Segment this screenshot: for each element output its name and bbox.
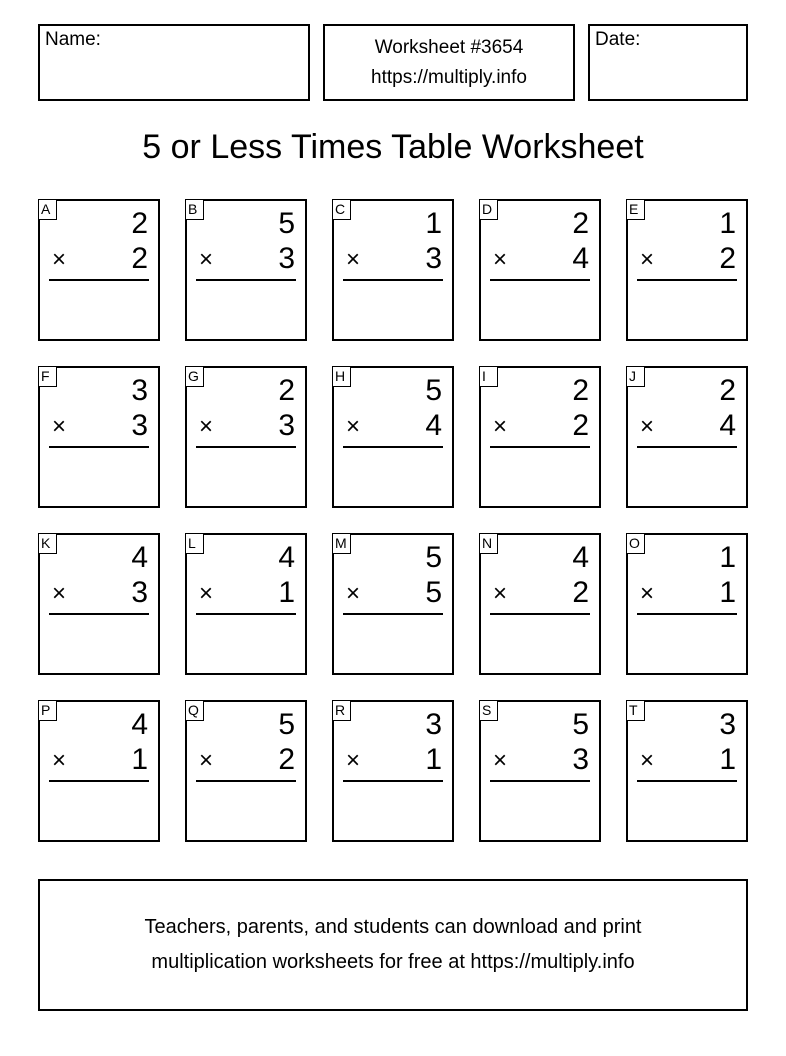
- problem-letter: T: [626, 700, 645, 721]
- multiplier: 3: [131, 576, 148, 609]
- problem-letter: N: [479, 533, 498, 554]
- multiplier: 4: [572, 242, 589, 275]
- answer-line: [49, 446, 149, 448]
- problem-letter: I: [479, 366, 498, 387]
- multiplicand: 4: [278, 541, 295, 574]
- answer-line: [637, 446, 737, 448]
- multiplier: 2: [131, 242, 148, 275]
- answer-line: [637, 279, 737, 281]
- problem-card: [185, 199, 307, 341]
- multiplier: 2: [572, 576, 589, 609]
- multiply-sign: ×: [493, 747, 508, 774]
- multiply-sign: ×: [346, 580, 361, 607]
- date-field-box: [588, 24, 748, 101]
- multiply-sign: ×: [493, 413, 508, 440]
- multiplier: 3: [278, 242, 295, 275]
- multiply-sign: ×: [52, 246, 67, 273]
- answer-line: [49, 780, 149, 782]
- multiply-sign: ×: [640, 413, 655, 440]
- answer-line: [637, 613, 737, 615]
- multiplicand: 5: [572, 708, 589, 741]
- problem-letter: B: [185, 199, 204, 220]
- multiplicand: 1: [425, 207, 442, 240]
- multiplier: 1: [425, 743, 442, 776]
- multiplicand: 1: [719, 541, 736, 574]
- multiply-sign: ×: [199, 246, 214, 273]
- multiply-sign: ×: [346, 246, 361, 273]
- problem-card: [38, 533, 160, 675]
- answer-line: [49, 279, 149, 281]
- multiplier: 2: [278, 743, 295, 776]
- problem-card: [185, 700, 307, 842]
- multiplicand: 3: [131, 374, 148, 407]
- problem-card: [332, 533, 454, 675]
- multiplicand: 3: [719, 708, 736, 741]
- problem-letter: J: [626, 366, 645, 387]
- multiplier: 2: [572, 409, 589, 442]
- multiply-sign: ×: [199, 747, 214, 774]
- multiplier: 4: [719, 409, 736, 442]
- problem-card: [626, 199, 748, 341]
- problem-letter: S: [479, 700, 498, 721]
- problem-card: [332, 700, 454, 842]
- multiplier: 1: [719, 743, 736, 776]
- problem-letter: D: [479, 199, 498, 220]
- multiply-sign: ×: [640, 580, 655, 607]
- problem-letter: Q: [185, 700, 204, 721]
- multiplicand: 5: [425, 374, 442, 407]
- footer-line-2: multiplication worksheets for free at https://multiply.info: [151, 951, 635, 973]
- problem-card: [626, 533, 748, 675]
- problem-card: [38, 366, 160, 508]
- problem-card: [38, 700, 160, 842]
- multiplicand: 5: [278, 207, 295, 240]
- multiply-sign: ×: [52, 747, 67, 774]
- multiply-sign: ×: [493, 246, 508, 273]
- problem-card: [479, 533, 601, 675]
- multiplicand: 5: [425, 541, 442, 574]
- answer-line: [49, 613, 149, 615]
- date-label: Date:: [595, 29, 641, 50]
- problem-letter: K: [38, 533, 57, 554]
- problem-letter: L: [185, 533, 204, 554]
- answer-line: [343, 446, 443, 448]
- answer-line: [196, 446, 296, 448]
- worksheet-id: Worksheet #3654: [374, 36, 524, 58]
- multiplier: 4: [425, 409, 442, 442]
- footer-line-1: Teachers, parents, and students can download and print: [144, 916, 642, 938]
- worksheet-info-box: [323, 24, 575, 101]
- name-label: Name:: [45, 29, 101, 50]
- answer-line: [343, 279, 443, 281]
- answer-line: [343, 780, 443, 782]
- worksheet-url: https://multiply.info: [371, 66, 527, 88]
- answer-line: [490, 780, 590, 782]
- multiplicand: 2: [278, 374, 295, 407]
- multiplier: 3: [131, 409, 148, 442]
- problem-card: [332, 366, 454, 508]
- multiplier: 3: [425, 242, 442, 275]
- multiplicand: 4: [572, 541, 589, 574]
- answer-line: [196, 279, 296, 281]
- answer-line: [196, 780, 296, 782]
- multiplier: 2: [719, 242, 736, 275]
- multiplier: 1: [719, 576, 736, 609]
- problem-card: [185, 366, 307, 508]
- multiply-sign: ×: [640, 747, 655, 774]
- multiply-sign: ×: [52, 413, 67, 440]
- problem-card: [626, 366, 748, 508]
- multiply-sign: ×: [199, 413, 214, 440]
- problem-letter: H: [332, 366, 351, 387]
- multiply-sign: ×: [346, 747, 361, 774]
- problem-card: [479, 366, 601, 508]
- multiplier: 3: [278, 409, 295, 442]
- multiplicand: 2: [719, 374, 736, 407]
- multiplicand: 4: [131, 541, 148, 574]
- problem-letter: O: [626, 533, 645, 554]
- page-title: 5 or Less Times Table Worksheet: [142, 128, 644, 166]
- footer-box: [38, 879, 748, 1011]
- multiplicand: 1: [719, 207, 736, 240]
- multiplicand: 3: [425, 708, 442, 741]
- multiplier: 5: [425, 576, 442, 609]
- multiply-sign: ×: [199, 580, 214, 607]
- answer-line: [490, 613, 590, 615]
- problem-letter: C: [332, 199, 351, 220]
- problem-card: [479, 199, 601, 341]
- multiplier: 1: [131, 743, 148, 776]
- problem-card: [626, 700, 748, 842]
- multiplicand: 4: [131, 708, 148, 741]
- multiplier: 3: [572, 743, 589, 776]
- answer-line: [490, 279, 590, 281]
- multiply-sign: ×: [493, 580, 508, 607]
- multiplicand: 5: [278, 708, 295, 741]
- problem-card: [38, 199, 160, 341]
- multiplicand: 2: [572, 207, 589, 240]
- multiply-sign: ×: [52, 580, 67, 607]
- problem-letter: G: [185, 366, 204, 387]
- problem-card: [185, 533, 307, 675]
- problem-letter: P: [38, 700, 57, 721]
- problem-letter: M: [332, 533, 351, 554]
- multiply-sign: ×: [346, 413, 361, 440]
- multiplicand: 2: [572, 374, 589, 407]
- problem-card: [479, 700, 601, 842]
- problem-letter: R: [332, 700, 351, 721]
- multiply-sign: ×: [640, 246, 655, 273]
- problem-letter: E: [626, 199, 645, 220]
- problem-letter: F: [38, 366, 57, 387]
- answer-line: [343, 613, 443, 615]
- problem-letter: A: [38, 199, 57, 220]
- multiplicand: 2: [131, 207, 148, 240]
- answer-line: [490, 446, 590, 448]
- answer-line: [196, 613, 296, 615]
- answer-line: [637, 780, 737, 782]
- name-field-box: [38, 24, 310, 101]
- multiplier: 1: [278, 576, 295, 609]
- problem-card: [332, 199, 454, 341]
